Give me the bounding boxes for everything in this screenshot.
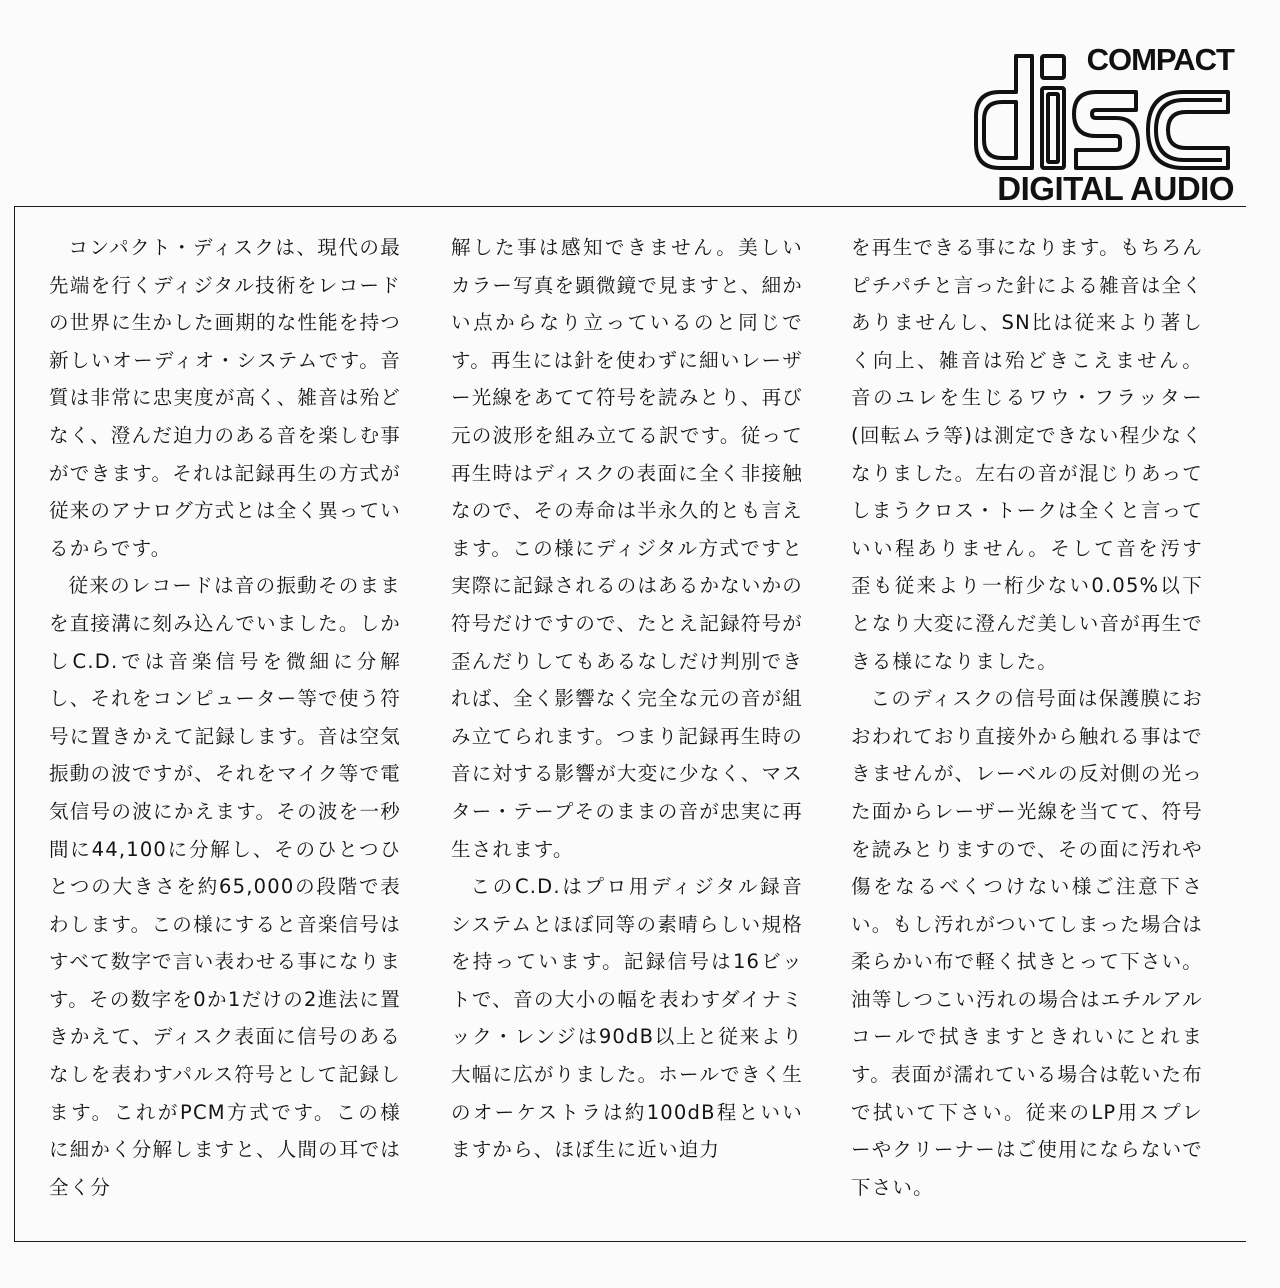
text-column-3 [851, 229, 1203, 1206]
paragraph: を再生できる事になります。もちろんピチパチと言った針による雑音は全くありませんし、SN比は従来より著しく向上、雑音は殆どきこえません。音のユレを生じるワウ・フラッター(回転ムラ等)は測定できない程少なくなりました。左右の音が混じりあってしまうクロス・トークは全くと言っていい程ありません。そして音を汚す歪も従来より一桁少ない0.05%以下となり大変に澄んだ美しい音が再生できる様になりました。 [851, 236, 1203, 673]
paragraph: 解した事は感知できません。美しいカラー写真を顕微鏡で見ますと、細かい点からなり立っているのと同じです。再生には針を使わずに細いレーザー光線をあてて符号を読みとり、再び元の波形を組み立てる訳です。従って再生時はディスクの表面に全く非接触なので、その寿命は半永久的とも言えます。この様にディジタル方式ですと実際に記録されるのはあるかないかの符号だけですので、たとえ記録符号が歪んだりしてもあるなしだけ判別できれば、全く影響なく完全な元の音が組み立てられます。つまり記録再生時の音に対する影響が大変に少なく、マスター・テープそのままの音が忠実に再生されます。 [451, 236, 803, 861]
text-column-1 [49, 229, 401, 1206]
logo-compact-text: COMPACT [1086, 42, 1234, 77]
compact-disc-logo [972, 44, 1234, 206]
paragraph: 従来のレコードは音の振動そのままを直接溝に刻み込んでいました。しかしC.D.では音楽信号を微細に分解し、それをコンピューター等で使う符号に置きかえて記録します。音は空気振動の波ですが、それをマイク等で電気信号の波にかえます。その波を一秒間に44,100に分解し、そのひとつひとつの大きさを約65,000の段階で表わします。この様にすると音楽信号はすべて数字で言い表わせる事になります。その数字を0か1だけの2進法に置きかえて、ディスク表面に信号のあるなしを表わすパルス符号として記録します。これがPCM方式です。この様に細かく分解しますと、人間の耳では全く分 [49, 574, 401, 1199]
logo-digital-audio-text: DIGITAL AUDIO [997, 170, 1234, 207]
paragraph: コンパクト・ディスクは、現代の最先端を行くディジタル技術をレコードの世界に生かした画期的な性能を持つ新しいオーディオ・システムです。音質は非常に忠実度が高く、雑音は殆どなく、澄んだ迫力のある音を楽しむ事ができます。それは記録再生の方式が従来のアナログ方式とは全く異っているからです。 [49, 236, 401, 560]
text-column-2 [451, 229, 803, 1169]
paragraph: このC.D.はプロ用ディジタル録音システムとほぼ同等の素晴らしい規格を持っています。記録信号は16ビットで、音の大小の幅を表わすダイナミック・レンジは90dB以上と従来より大幅に広がりました。ホールできく生のオーケストラは約100dB程といいますから、ほぼ生に近い迫力 [451, 875, 803, 1162]
paragraph: このディスクの信号面は保護膜におおわれており直接外から触れる事はできませんが、レーベルの反対側の光った面からレーザー光線を当てて、符号を読みとりますので、その面に汚れや傷をなるべくつけない様ご注意下さい。もし汚れがついてしまった場合は柔らかい布で軽く拭きとって下さい。油等しつこい汚れの場合はエチルアルコールで拭きますときれいにとれます。表面が濡れている場合は乾いた布で拭いて下さい。従来のLP用スプレーやクリーナーはご使用にならないで下さい。 [851, 687, 1203, 1199]
text-frame [14, 206, 1246, 1242]
